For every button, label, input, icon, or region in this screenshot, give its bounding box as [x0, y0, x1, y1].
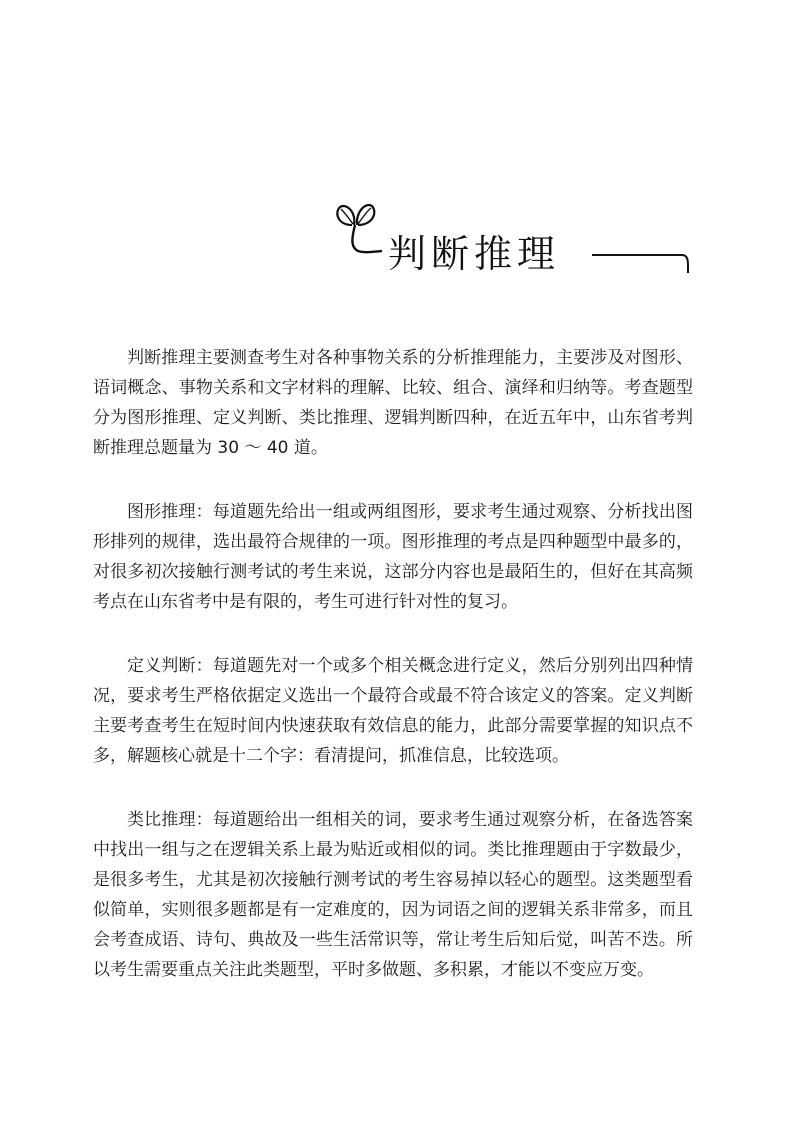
page-title: 判断推理 [388, 232, 561, 276]
paragraph-figure-reasoning: 图形推理：每道题先给出一组或两组图形，要求考生通过观察、分析找出图形排列的规律，选出最符合规律的一项。图形推理的考点是四种题型中最多的，对很多初次接触行测考试的考生来说，这部分内容也是最陌生的，但好在其高频考点在山东省考中是有限的，考生可进行针对性的复习。 [93, 502, 693, 612]
paragraph-definition-judgment: 定义判断：每道题先对一个或多个相关概念进行定义，然后分别列出四种情况，要求考生严格依据定义选出一个最符合或最不符合该定义的答案。定义判断主要考查考生在短时间内快速获取有效信息的能力，此部分需要掌握的知识点不多，解题核心就是十二个字：看清提问，抓准信息，比较选项。 [93, 656, 693, 766]
section-header [330, 195, 695, 285]
paragraph-intro: 判断推理主要测查考生对各种事物关系的分析推理能力，主要涉及对图形、语词概念、事物关系和文字材料的理解、比较、组合、演绎和归纳等。考查题型分为图形推理、定义判断、类比推理、逻辑判断四种，在近五年中，山东省考判断推理总题量为 30 ～ 40 道。 [93, 348, 693, 458]
content-body [93, 343, 693, 1019]
paragraph-analogy-reasoning: 类比推理：每道题给出一组相关的词，要求考生通过观察分析，在备选答案中找出一组与之在逻辑关系上最为贴近或相似的词。类比推理题由于字数最少，是很多考生，尤其是初次接触行测考试的考生容易掉以轻心的题型。这类题型看似简单，实则很多题都是有一定难度的，因为词语之间的逻辑关系非常多，而且会考查成语、诗句、典故及一些生活常识等，常让考生后知后觉，叫苦不迭。所以考生需要重点关注此类题型，平时多做题、多积累，才能以不变应万变。 [93, 810, 693, 980]
